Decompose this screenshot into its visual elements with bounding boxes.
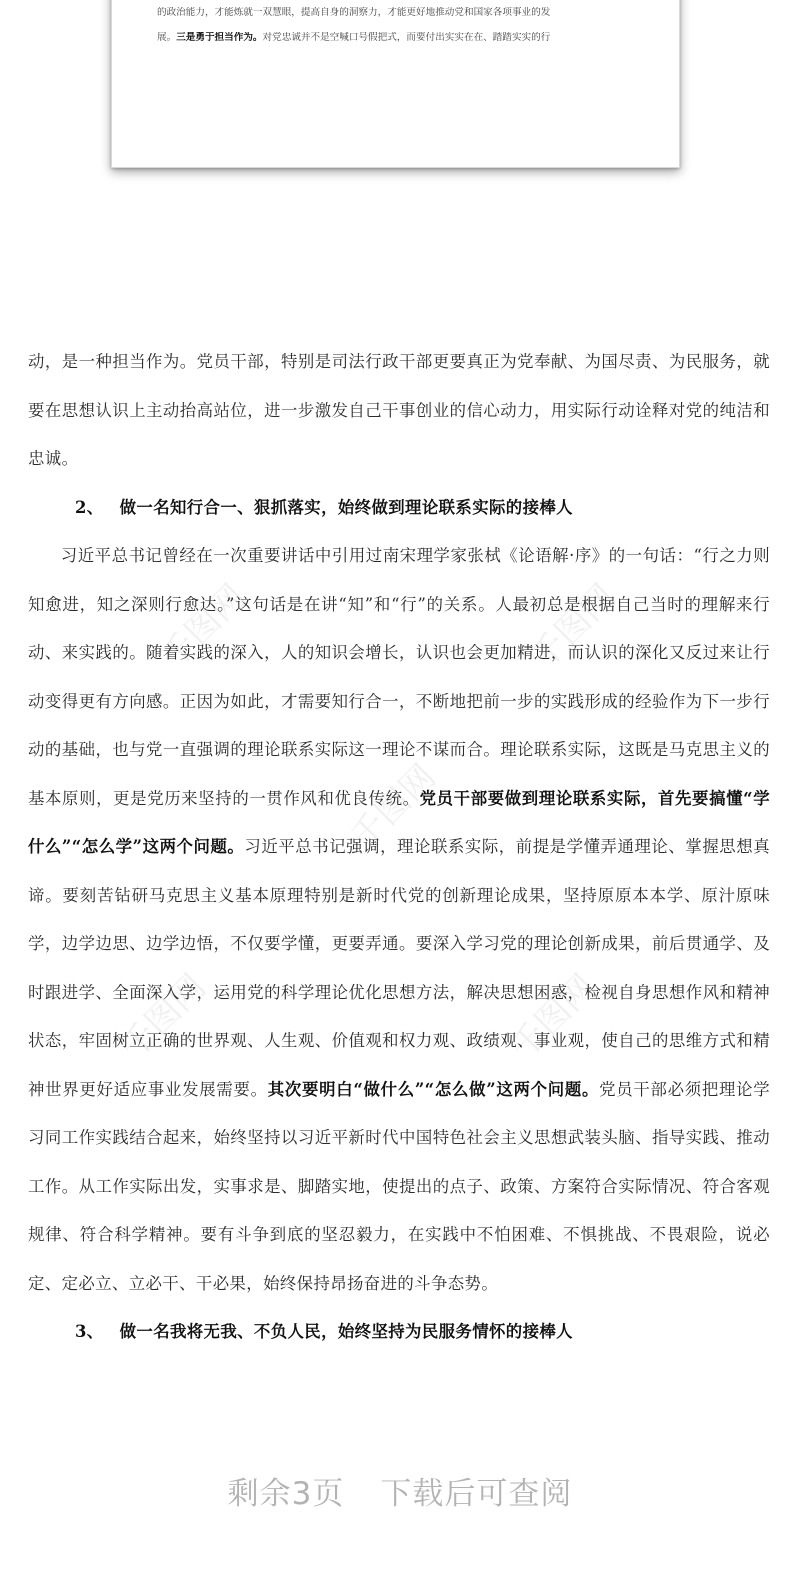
section-heading-2 (28, 484, 770, 533)
heading-number: 2、 (75, 497, 104, 517)
preview-line-2 (157, 32, 647, 44)
paragraph-2-text-c: 党员干部必须把理论学习同工作实践结合起来，始终坚持以习近平新时代中国特色社会主义思想武装头脑、指导实践、推动工作。从工作实际出发，实事求是、脚踏实地，使提出的点子、政策、方案符合实际情况、符合客观规律、符合科学精神。要有斗争到底的坚忍毅力，在实践中不怕困难、不惧挑战、不畏艰险，说必定、定必立、立必干、干必果，始终保持昂扬奋进的斗争态势。 (28, 1079, 770, 1293)
heading-text: 做一名知行合一、狠抓落实，始终做到理论联系实际的接棒人 (119, 497, 573, 517)
paragraph-2-text-a: 习近平总书记曾经在一次重要讲话中引用过南宋理学家张栻《论语解·序》的一句话：“行之力则知愈进，知之深则行愈达。”这句话是在讲“知”和“行”的关系。人最初总是根据自己当时的理解来行动、来实践的。随着实践的深入，人的知识会增长，认识也会更加精进，而认识的深化又反过来让行动变得更有方向感。正因为如此，才需要知行合一，不断地把前一步的实践形成的经验作为下一步行动的基础，也与党一直强调的理论联系实际这一理论不谋而合。理论联系实际，这既是马克思主义的基本原则，更是党历来坚持的一贯作风和优良传统。 (28, 546, 770, 808)
paragraph-2 (28, 532, 770, 1308)
remaining-pages-label: 剩余3页 (227, 1476, 345, 1512)
watermark: 千图网 (523, 576, 624, 678)
watermark: 千图网 (153, 576, 254, 678)
watermark: 千图网 (343, 756, 444, 858)
preview-line-1: 的政治能力，才能炼就一双慧眼，提高自身的洞察力，才能更好地推动党和国家各项事业的发 (157, 7, 551, 18)
preview-line-2-start: 展。 (157, 32, 177, 43)
paragraph-2-emphasis-2: 其次要明白“做什么”“怎么做”这两个问题。 (267, 1079, 600, 1099)
heading-number: 3、 (75, 1322, 104, 1341)
watermark: 千图网 (113, 966, 214, 1068)
section-heading-3 (28, 1308, 770, 1357)
watermark: 千图网 (503, 966, 604, 1068)
paragraph-1: 动，是一种担当作为。党员干部，特别是司法行政干部更要真正为党奉献、为国尽责、为民服务，就要在思想认识上主动抬高站位，进一步激发自己干事创业的信心动力，用实际行动诠释对党的纯洁和忠诚。 (28, 352, 770, 468)
heading-text: 做一名我将无我、不负人民，始终坚持为民服务情怀的接棒人 (119, 1322, 573, 1341)
download-to-view-label: 下载后可查阅 (380, 1476, 573, 1512)
page-preview-card (111, 0, 680, 168)
document-body (28, 338, 770, 1357)
paragraph-2-text-b: 习近平总书记强调，理论联系实际，前提是学懂弄通理论、掌握思想真谛。要刻苦钻研马克思主义基本原理特别是新时代党的创新理论成果，坚持原原本本学、原汁原味学，边学边思、边学边悟，不仅要学懂，更要弄通。要深入学习党的理论创新成果，前后贯通学、及时跟进学、全面深入学，运用党的科学理论优化思想方法，解决思想困惑，检视自身思想作风和精神状态，牢固树立正确的世界观、人生观、价值观和权力观、政绩观、事业观，使自己的思维方式和精神世界更好适应事业发展需要。 (28, 837, 770, 1099)
paragraph-2-emphasis-1: 党员干部要做到理论联系实际，首先要搞懂“学什么”“怎么学”这两个问题。 (28, 788, 770, 856)
preview-line-2-bold: 三是勇于担当作为。 (176, 32, 263, 43)
preview-line-2-rest: 对党忠诚并不是空喊口号假把式，而要付出实实在在、踏踏实实的行 (262, 32, 551, 43)
download-prompt[interactable] (0, 1468, 800, 1513)
